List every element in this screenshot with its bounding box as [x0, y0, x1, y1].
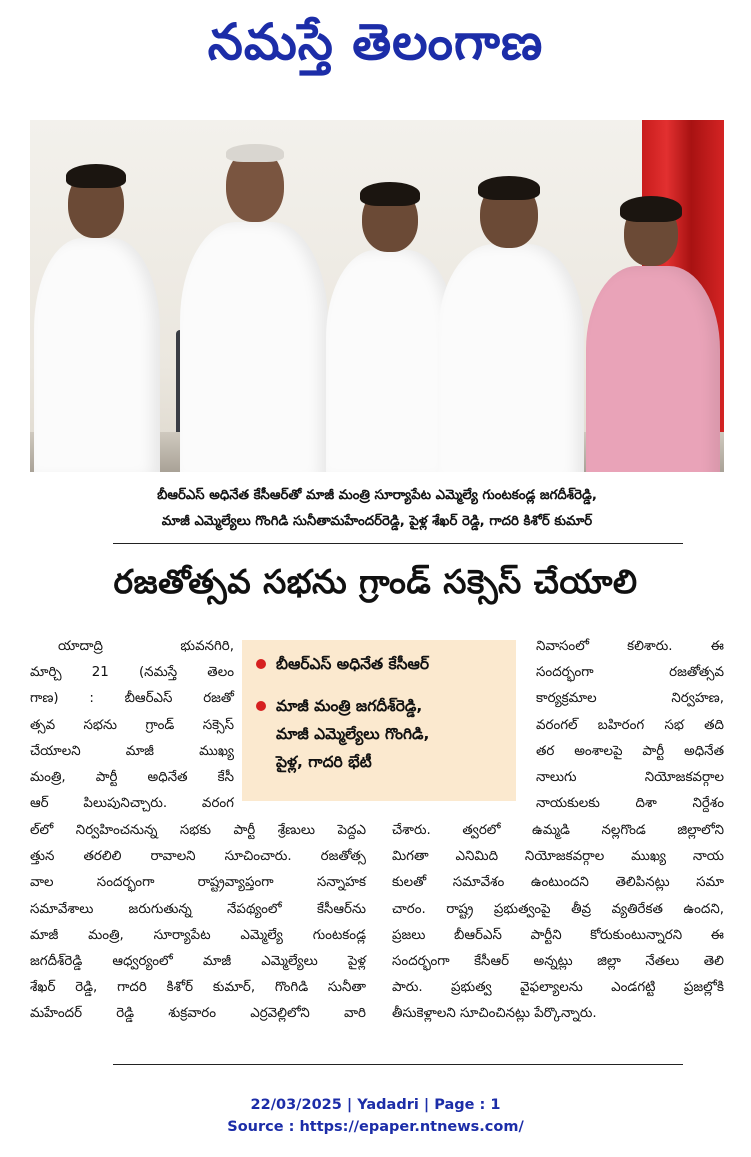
- caption-line-2: మాజీ ఎమ్మెల్యేలు గొంగిడి సునీతామహేందర్‌రెడ్డి, పైళ్ల శేఖర్ రెడ్డి, గాదరి కిశోర్ కుమార్: [161, 514, 593, 529]
- footer-date-line: 22/03/2025 | Yadadri | Page : 1: [250, 1097, 501, 1113]
- bullet-icon: [256, 701, 266, 711]
- text-line: మాజీ మంత్రి, సూర్యాపేట ఎమ్మెల్యే గుంటకండ్ల: [30, 927, 366, 943]
- text-line: మంత్రి, పార్టీ అధినేత కేసీ: [30, 770, 234, 786]
- text-line: యాదాద్రి భువనగిరి,: [58, 639, 234, 654]
- text-line: జగదీశ్‌రెడ్డి ఆధ్వర్యంలో మాజీ ఎమ్మెల్యేలు పైళ్ల: [30, 954, 366, 970]
- article-headline: రజతోత్సవ సభను గ్రాండ్ సక్సెస్ చేయాలి: [113, 562, 638, 601]
- text-line: ప్రజలు బీఆర్ఎస్ పార్టీని కోరుకుంటున్నారని ఈ: [392, 927, 724, 943]
- group-photo: [30, 120, 724, 472]
- text-line: వరంగల్ బహిరంగ సభ తది: [536, 717, 724, 733]
- highlight-box: [242, 640, 516, 801]
- masthead: [0, 6, 751, 78]
- article-col-right-bottom: [392, 818, 724, 1028]
- highlight-point-2: [258, 692, 429, 776]
- text-line: తర అంశాలపై పార్టీ అధినేత: [536, 743, 724, 759]
- text-line: పారు. ప్రభుత్వ వైఫల్యాలను ఎండగట్టి ప్రజల్లోకి: [392, 980, 724, 996]
- photo-caption: [30, 483, 724, 535]
- text-line: తీసుకెళ్లాలని సూచించినట్లు పేర్కొన్నారు.: [392, 1006, 597, 1022]
- text-line: చారం. రాష్ట్ర ప్రభుత్వంపై తీవ్ర వ్యతిరేకత ఉందని,: [392, 901, 724, 917]
- highlight-line: మాజీ ఎమ్మెల్యేలు గొంగిడి,: [276, 725, 430, 743]
- article-col-left-top: [30, 634, 234, 817]
- text-line: నివాసంలో కలిశారు. ఈ: [536, 639, 724, 654]
- text-line: సందర్భంగా కేసీఆర్ అన్నట్లు జిల్లా నేతలు తెలి: [392, 954, 724, 970]
- footer-source-link[interactable]: Source : https://epaper.ntnews.com/: [227, 1119, 524, 1135]
- text-line: కులతో సమావేశం ఉంటుందని తెలిపినట్లు సమా: [392, 875, 724, 891]
- text-line: మహేందర్ రెడ్డి శుక్రవారం ఎర్రవెల్లిలోని వారి: [30, 1006, 366, 1022]
- text-line: సమావేశాలు జరుగుతున్న నేపథ్యంలో కేసీఆర్‌ను: [30, 901, 366, 917]
- text-line: మార్చి 21 (నమస్తే తెలం: [30, 665, 234, 681]
- highlight-line: పైళ్ల, గాదరి భేటీ: [276, 753, 372, 771]
- bullet-icon: [256, 659, 266, 669]
- highlight-line: మాజీ మంత్రి జగదీశ్‌రెడ్డి,: [276, 697, 423, 715]
- text-line: ల్‌లో నిర్వహించనున్న సభకు పార్టీ శ్రేణులు పెద్దఎ: [30, 823, 366, 838]
- text-line: త్తున తరలిలి రావాలని సూచించారు. రజతోత్స: [30, 849, 366, 865]
- divider-bottom: [113, 1064, 683, 1065]
- text-line: చేయాలని మాజీ ముఖ్య: [30, 743, 234, 759]
- text-line: ఆర్ పిలుపునిచ్చారు. వరంగ: [30, 796, 234, 812]
- article-col-right-top: [536, 634, 724, 817]
- highlight-point-1: [258, 650, 429, 678]
- text-line: శేఖర్ రెడ్డి, గాదరి కిశోర్ కుమార్, గొంగిడి సునీతా: [30, 980, 366, 996]
- text-line: మిగతా ఎనిమిది నియోజకవర్గాల ముఖ్య నాయ: [392, 849, 724, 865]
- text-line: కార్యక్రమాల నిర్వహణ,: [536, 691, 724, 707]
- text-line: సందర్భంగా రజతోత్సవ: [536, 665, 724, 681]
- newspaper-title: నమస్తే తెలంగాణ: [207, 12, 544, 71]
- text-line: నాయకులకు దిశా నిర్దేశం: [536, 796, 724, 812]
- text-line: గాణ) : బీఆర్ఎస్ రజతో: [30, 691, 234, 707]
- text-line: నాలుగు నియోజకవర్గాల: [536, 770, 724, 786]
- highlight-line: బీఆర్ఎస్ అధినేత కేసీఆర్: [276, 655, 430, 673]
- text-line: వాల సందర్భంగా రాష్ట్రవ్యాప్తంగా సన్నాహక: [30, 875, 366, 891]
- caption-line-1: బీఆర్ఎస్ అధినేత కేసీఆర్‌తో మాజీ మంత్రి సూర్యాపేట ఎమ్మెల్యే గుంటకండ్ల జగదీశ్‌రెడ్డి,: [157, 488, 597, 503]
- text-line: చేశారు. త్వరలో ఉమ్మడి నల్లగొండ జిల్లాలోని: [392, 823, 724, 838]
- article-col-left-bottom: [30, 818, 366, 1028]
- divider-top: [113, 543, 683, 544]
- text-line: త్సవ సభను గ్రాండ్ సక్సెస్: [30, 717, 234, 733]
